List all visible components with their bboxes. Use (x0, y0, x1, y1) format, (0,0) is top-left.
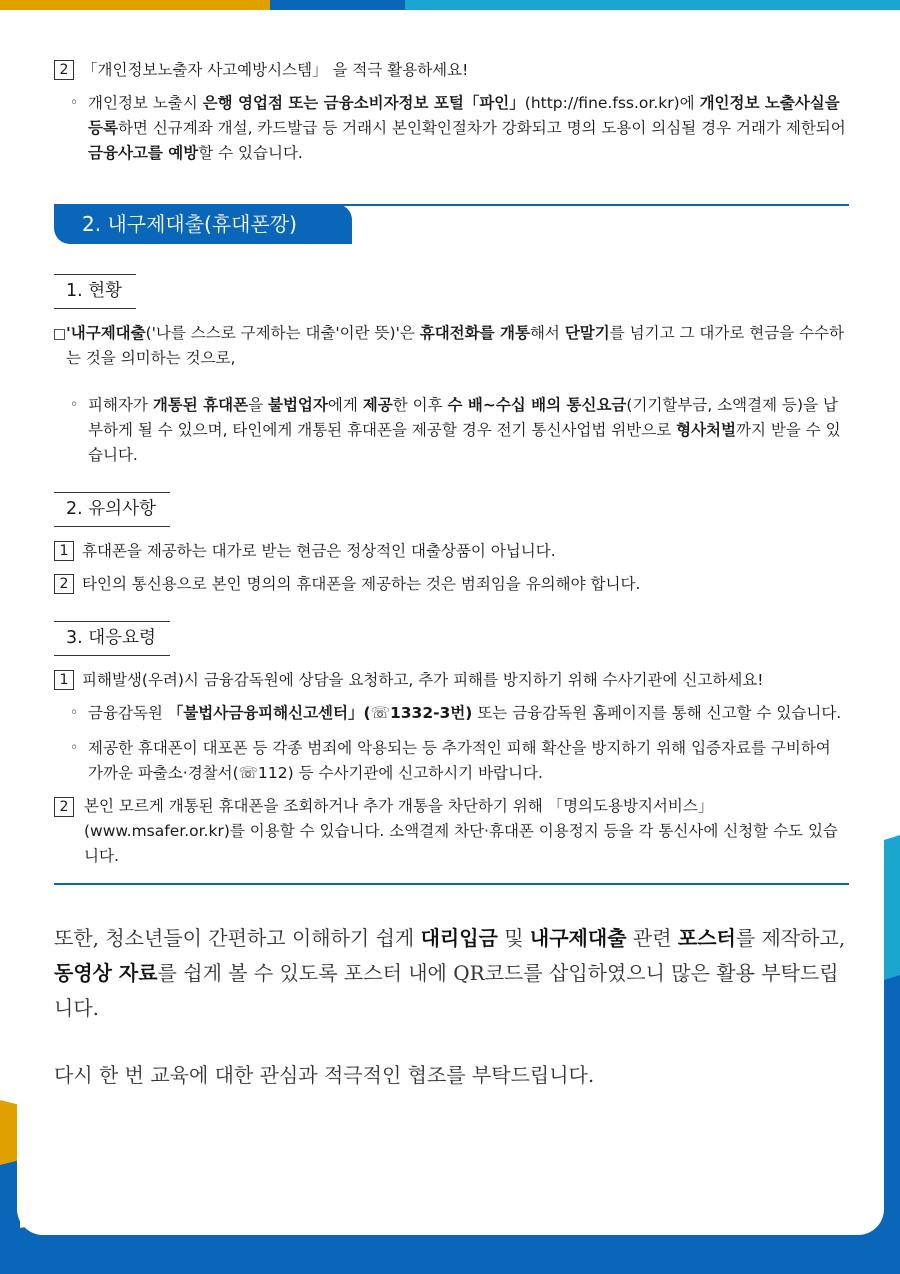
caution-item-2 (54, 572, 849, 597)
text: 한 이후 (392, 396, 448, 414)
section-title: 2. 내구제대출(휴대폰깡) (54, 204, 352, 244)
subsection-title-response: 3. 대응요령 (54, 621, 170, 656)
item-number: 1 (54, 670, 74, 690)
text: ('나를 스스로 구제하는 대출'이란 뜻)'은 (145, 324, 420, 342)
bold-text: 휴대전화를 개통 (419, 324, 530, 342)
item-number: 2 (54, 574, 74, 594)
closing-paragraph-2: 다시 한 번 교육에 대한 관심과 적극적인 협조를 부탁드립니다. (54, 1063, 595, 1087)
text: 및 (497, 926, 530, 950)
text: 하면 신규계좌 개설, 카드발급 등 거래시 본인확인절차가 강화되고 명의 도용이 의심될 경우 거래가 제한되어 (117, 119, 846, 137)
caution-item-1 (54, 539, 849, 564)
status-paragraph (54, 321, 849, 371)
text: (기기할부금, 소액결제 등)을 납부하게 될 수 있으며, 타인에게 개통된 휴대폰을 제공할 경우 전기 통신사업법 위반으로 (88, 396, 838, 439)
bold-text: 포스터 (677, 926, 736, 950)
item-text: 「개인정보노출자 사고예방시스템」 을 적극 활용하세요! (82, 61, 469, 79)
bold-text: 제공 (362, 396, 393, 414)
item-text: 피해발생(우려)시 금융감독원에 상담을 요청하고, 추가 피해를 방지하기 위해 수사기관에 신고하세요! (82, 671, 764, 689)
notice-item-2 (54, 58, 849, 83)
response-item-1 (54, 668, 849, 693)
text: 까지 받을 수 있습니다. (88, 421, 841, 464)
bold-text: 「불법사금융피해신고센터」(☏1332-3번) (167, 704, 473, 722)
bold-text: 내구제대출 (529, 926, 627, 950)
text: 금융감독원 (88, 704, 168, 722)
text: 를 제작하고, (735, 926, 846, 950)
bold-text: 대리입금 (420, 926, 498, 950)
text: 을 (248, 396, 268, 414)
bold-text: 수 배~수십 배의 통신요금 (447, 396, 627, 414)
bold-text: 개인정보 노출사실을 등록 (88, 94, 840, 137)
section-header (54, 204, 849, 244)
closing-paragraph-1 (54, 921, 849, 1026)
text: 에게 (327, 396, 363, 414)
bold-text: 금융사고를 예방 (88, 144, 199, 162)
item-text: 휴대폰을 제공하는 대가로 받는 현금은 정상적인 대출상품이 아닙니다. (82, 542, 556, 560)
text: 제공한 휴대폰이 대포폰 등 각종 범죄에 악용되는 등 추가적인 피해 확산을 방지하기 위해 입증자료를 구비하여 가까운 파출소·경찰서(☏112) 등 수사기관에 신고하시기 바랍니다. (88, 739, 831, 782)
text: 해서 (529, 324, 565, 342)
document-body (54, 58, 849, 1093)
text: 를 쉽게 볼 수 있도록 포스터 내에 QR코드를 삽입하였으니 많은 활용 부탁드립니다. (54, 961, 839, 1020)
item-number: 2 (54, 797, 74, 817)
text: 를 넘기고 그 대가로 현금을 수수하는 것을 의미하는 것으로, (66, 324, 845, 367)
bold-text: '내구제대출 (66, 324, 146, 342)
subsection-title-cautions: 2. 유의사항 (54, 492, 170, 527)
text: 개인정보 노출시 (88, 94, 203, 112)
item-number: 1 (54, 541, 74, 561)
bold-text: 형사처벌 (676, 421, 737, 439)
text: (http://fine.fss.or.kr)에 (524, 94, 700, 112)
bold-text: 은행 영업점 또는 금융소비자정보 포털「파인」 (202, 94, 525, 112)
item-number: 2 (54, 60, 74, 80)
bold-text: 단말기 (564, 324, 610, 342)
item-text: 타인의 통신용으로 본인 명의의 휴대폰을 제공하는 것은 범죄임을 유의해야 합니다. (82, 575, 641, 593)
bold-text: 불법업자 (267, 396, 328, 414)
bold-text: 개통된 휴대폰 (152, 396, 249, 414)
bullet-fine-portal (54, 91, 849, 166)
text: 또한, 청소년들이 간편하고 이해하기 쉽게 (54, 926, 421, 950)
item-text: 본인 모르게 개통된 휴대폰을 조회하거나 추가 개통을 차단하기 위해 「명의도용방지서비스」(www.msafer.or.kr)를 이용할 수 있습니다. 소액결제 차단·휴대폰 이용정지 등을 각 통신사에 신청할 수도 있습니다. (84, 797, 838, 865)
subsection-title-status: 1. 현황 (54, 274, 136, 309)
text: 또는 금융감독원 홈페이지를 통해 신고할 수 있습니다. (472, 704, 842, 722)
text: 피해자가 (88, 396, 153, 414)
text: 관련 (626, 926, 678, 950)
bullet-report-center (54, 701, 849, 726)
bold-text: 동영상 자료 (54, 961, 158, 985)
response-item-2 (54, 794, 849, 869)
text: 할 수 있습니다. (198, 144, 303, 162)
damage-paragraph (54, 393, 849, 468)
bullet-police-report (54, 736, 849, 786)
